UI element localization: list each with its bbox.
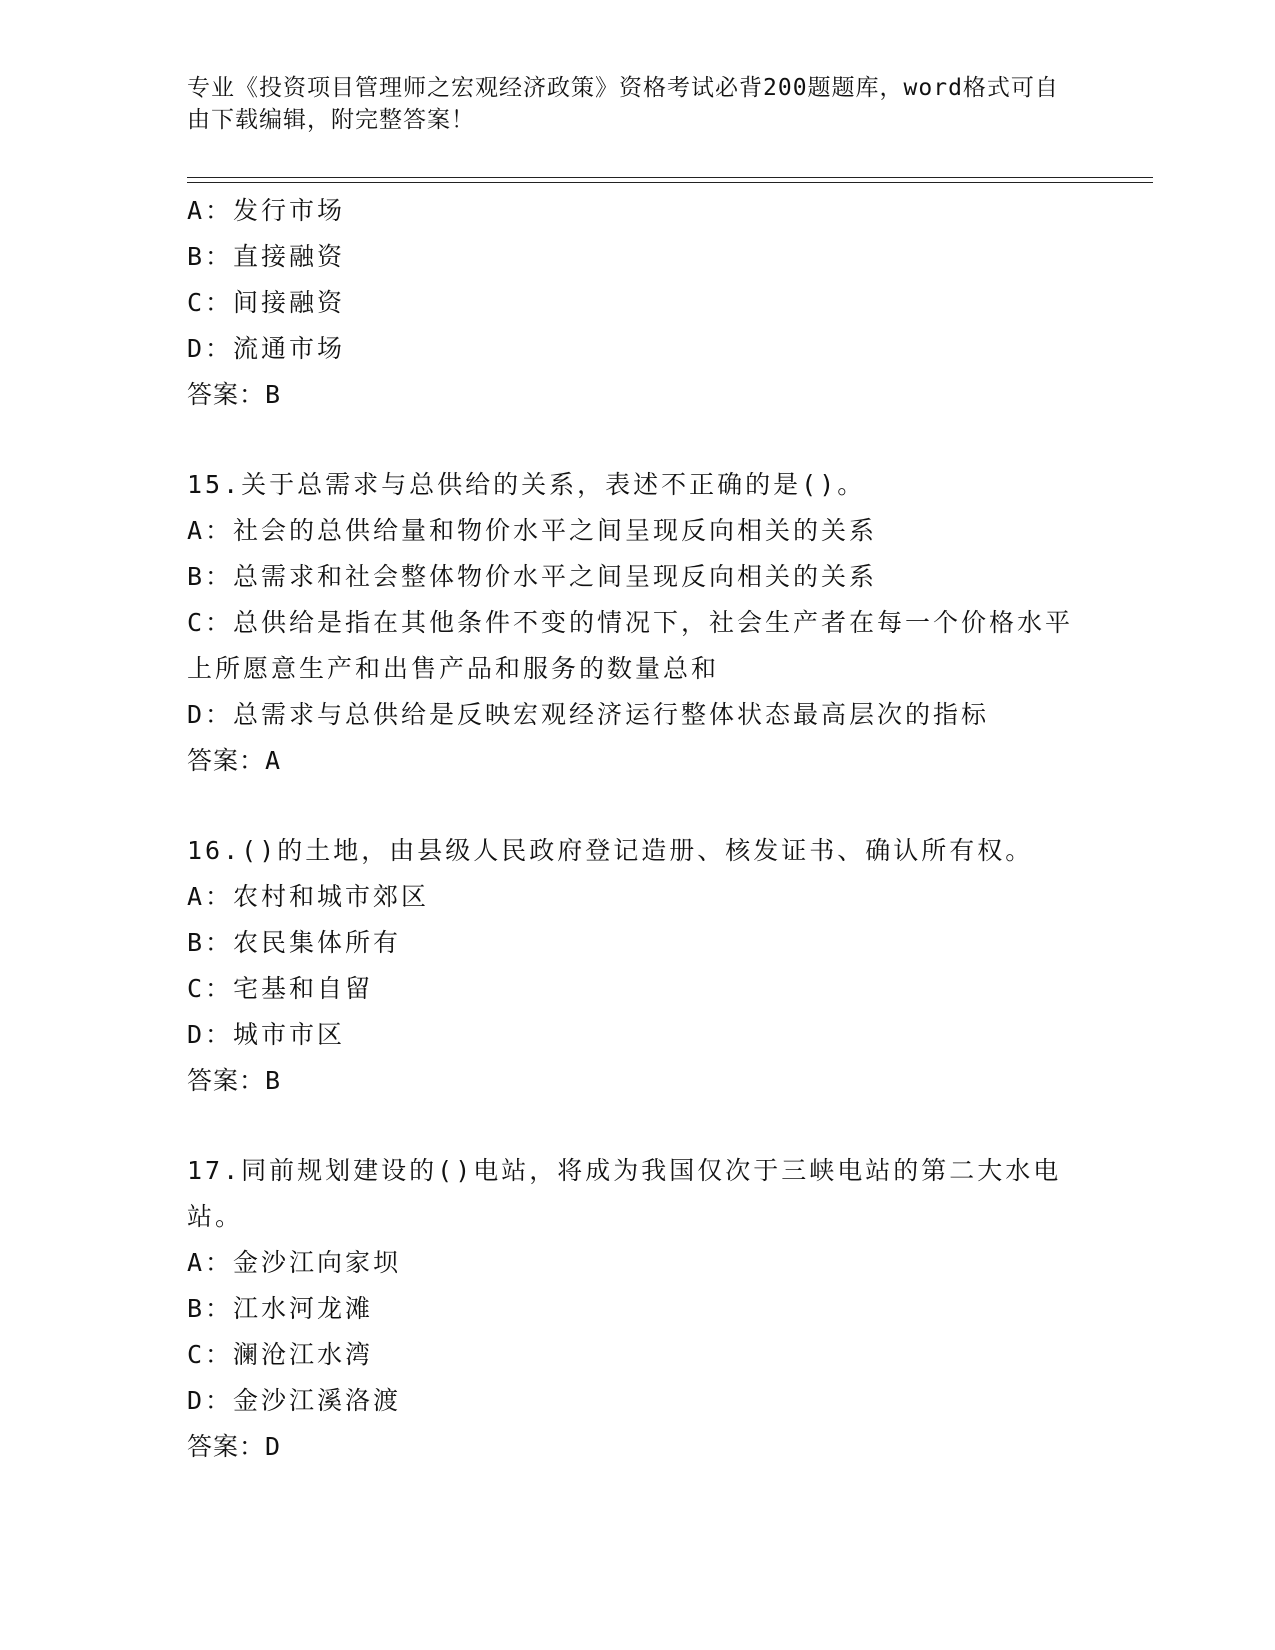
spacer [187, 418, 1087, 462]
question-stem: 15.关于总需求与总供给的关系，表述不正确的是()。 [187, 470, 866, 499]
option-d: D：金沙江溪洛渡 [187, 1386, 402, 1415]
option-b: B：江水河龙滩 [187, 1294, 374, 1323]
question-block-14 [187, 188, 1087, 418]
header-rule-top [187, 177, 1153, 178]
option-d: D：流通市场 [187, 334, 346, 363]
question-block-15 [187, 462, 1087, 784]
option-c: C：总供给是指在其他条件不变的情况下，社会生产者在每一个价格水平上所愿意生产和出售产品和服务的数量总和 [187, 608, 1074, 683]
answer-line: 答案：B [187, 380, 282, 409]
option-d: D：城市市区 [187, 1020, 346, 1049]
option-c: C：澜沧江水湾 [187, 1340, 374, 1369]
option-a: A：金沙江向家坝 [187, 1248, 402, 1277]
option-a: A：发行市场 [187, 196, 346, 225]
option-b: B：总需求和社会整体物价水平之间呈现反向相关的关系 [187, 562, 878, 591]
option-c: C：宅基和自留 [187, 974, 374, 1003]
answer-line: 答案：B [187, 1066, 282, 1095]
answer-line: 答案：A [187, 746, 282, 775]
question-block-16 [187, 828, 1087, 1104]
spacer [187, 784, 1087, 828]
spacer [187, 1104, 1087, 1148]
option-a: A：社会的总供给量和物价水平之间呈现反向相关的关系 [187, 516, 878, 545]
option-c: C：间接融资 [187, 288, 346, 317]
option-a: A：农村和城市郊区 [187, 882, 430, 911]
question-block-17 [187, 1148, 1087, 1470]
option-b: B：农民集体所有 [187, 928, 402, 957]
answer-line: 答案：D [187, 1432, 282, 1461]
question-content [187, 188, 1087, 1470]
document-header: 专业《投资项目管理师之宏观经济政策》资格考试必背200题题库，word格式可自由下载编辑，附完整答案！ [187, 75, 1059, 133]
header-rule-bottom [187, 182, 1153, 183]
question-stem: 16.()的土地，由县级人民政府登记造册、核发证书、确认所有权。 [187, 836, 1034, 865]
option-b: B：直接融资 [187, 242, 346, 271]
question-stem: 17.同前规划建设的()电站，将成为我国仅次于三峡电站的第二大水电站。 [187, 1156, 1062, 1231]
option-d: D：总需求与总供给是反映宏观经济运行整体状态最高层次的指标 [187, 700, 990, 729]
